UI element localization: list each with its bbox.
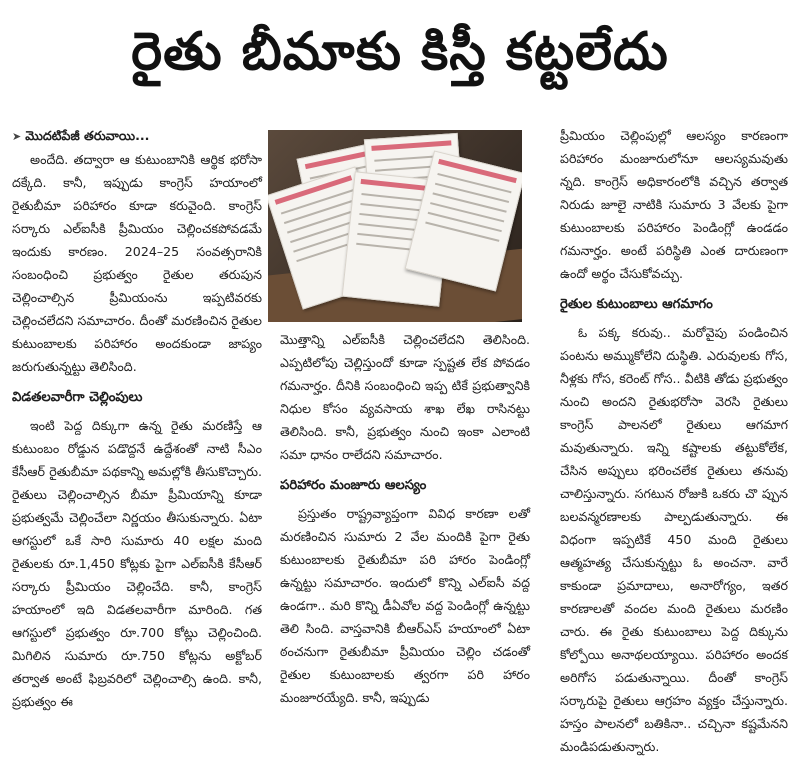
- column-right: [560, 124, 788, 758]
- column-left: [12, 124, 262, 713]
- news-photo: [268, 130, 522, 322]
- paragraph: ఓ పక్క కరువు.. మరోవైపు పండించిన పంటను అమ్ముకోలేని దుస్థితి. ఎరువులకు గోస, నీళ్లకు గోస, కరెంట్ గోస.. వీటికి తోడు ప్రభుత్వం నుంచి అందని రైతుభరోసా వెరసి రైతులు కాంగ్రెస్ పాలనలో రైతులు ఆగమాగ మవుతున్నారు. ఇన్ని కష్టాలకు తట్టుకోలేక, చేసిన అప్పులు భరించలేక రైతులు తనువు చాలిస్తున్నారు. సగటున రోజుకి ఒకరు చొ ప్పున బలవన్మరణాలకు పాల్పడుతున్నారు. ఈ విధంగా ఇప్పటికే 450 మంది రైతులు ఆత్మహత్య చేసుకున్నట్టు ఓ అంచనా. వారే కాకుండా ప్రమాదాలు, అనారోగ్యం, ఇతర కారణాలతో వందల మంది రైతులు మరణిం చారు. ఈ రైతు కుటుంబాలు పెద్ద దిక్కును కోల్పోయి అనాథలయ్యాయి. పరిహారం అందక అరిగోస పడుతున్నాయి. దీంతో కాంగ్రెస్ సర్కారుపై రైతులు ఆగ్రహం వ్యక్తం చేస్తున్నారు. హస్తం పాలనలో బతికినా.. చచ్చినా కష్టమేనని మండిపడుతున్నారు.: [560, 325, 788, 754]
- subheading: పరిహారం మంజూరు ఆలస్యం: [280, 478, 427, 493]
- jump-line-text: మొదటిపేజీ తరువాయి...: [25, 128, 150, 143]
- paragraph: మొత్తాన్ని ఎల్ఐసీకి చెల్లించలేదని తెలిసింది. ఎప్పటిలోపు చెల్లిస్తుందో కూడా స్పష్టత లేక పోవడం గమనార్హం. దీనికి సంబంధించి ఇప్ప టికే ప్రభుత్వానికి నిధుల కోసం వ్యవసాయ శాఖ లేఖ రాసినట్టు తెలిసింది. కానీ, ప్రభుత్వం నుంచి ఇంకా ఎలాంటి సమా ధానం రాలేదని సమాచారం.: [280, 332, 530, 462]
- headline: రైతు బీమాకు కిస్తీ కట్టలేదు: [131, 22, 669, 82]
- paragraph: అందేది. తద్వారా ఆ కుటుంబానికి ఆర్థిక భరోసా దక్కేది. కానీ, ఇప్పుడు కాంగ్రెస్ హయాంలో రైతుబీమా పరిహారం కూడా కరువైంది. కాంగ్రెస్ సర్కారు ఎల్ఐసీకి ప్రీమియం చెల్లించకపోవడమే ఇందుకు కారణం. 2024–25 సంవత్సరానికి సంబంధించి ప్రభుత్వం రైతుల తరుపున చెల్లించాల్సిన ప్రీమియంను ఇప్పటివరకు చెల్లించలేదని సమాచారం. దీంతో మరణించిన రైతుల కుటుంబాలకు పరిహారం అందకుండా జాప్యం జరుగుతున్నట్టు తెలిసింది.: [12, 152, 262, 374]
- subheading: రైతుల కుటుంబాలు ఆగమాగం: [560, 297, 713, 312]
- subheading: విడతలవారీగా చెల్లింపులు: [12, 390, 143, 405]
- jump-line: [12, 124, 262, 148]
- arrow-icon: ➤: [12, 130, 22, 143]
- paragraph: ప్రీమియం చెల్లింపుల్లో ఆలస్యం కారణంగా పరిహారం మంజూరులోనూ ఆలస్యమవుతు న్నది. కాంగ్రెస్ అధికారంలోకి వచ్చిన తర్వాత నిరుడు జూలై నాటికి సుమారు 3 వేలకు పైగా కుటుంబాలకు పరిహారం పెండింగ్లో ఉండడం గమనార్హం. అంటే పరిస్థితి ఎంత దారుణంగా ఉందో అర్థం చేసుకోవచ్చు.: [560, 128, 788, 281]
- column-middle: [280, 328, 530, 709]
- paragraph: ప్రస్తుతం రాష్ట్రవ్యాప్తంగా వివిధ కారణా లతో మరణించిన సుమారు 2 వేల మందికి పైగా రైతు కుటుంబాలకు రైతుబీమా పరి హారం పెండింగ్లో ఉన్నట్టు సమాచారం. ఇందులో కొన్ని ఎల్ఐసీ వద్ద ఉండగా.. మరి కొన్ని డీఏవోల వద్ద పెండింగ్లో ఉన్నట్టు తెలి సింది. వాస్తవానికి బీఆర్ఎస్ హయాంలో ఏటా ఠంచనుగా రైతుబీమా ప్రీమియం చెల్లిం చడంతో రైతుల కుటుంబాలకు త్వరగా పరి హారం మంజూరయ్యేది. కానీ, ఇప్పుడు: [280, 506, 530, 705]
- paragraph: ఇంటి పెద్ద దిక్కుగా ఉన్న రైతు మరణిస్తే ఆ కుటుంబం రోడ్డున పడొద్దనే ఉద్దేశంతో నాటి సీఎం కేసీఆర్ రైతుబీమా పథకాన్ని అమల్లోకి తీసుకొచ్చారు. రైతులు చెల్లించాల్సిన బీమా ప్రీమియాన్ని కూడా ప్రభుత్వమే చెల్లించేలా నిర్ణయం తీసుకున్నారు. ఏటా ఆగస్టులో ఒకే సారి సుమారు 40 లక్షల మంది రైతులకు రూ.1,450 కోట్లకు పైగా ఎల్ఐసీకి కేసీఆర్ సర్కారు ప్రీమియం చెల్లించేది. కానీ, కాంగ్రెస్ హయాంలో ఇది విడతలవారీగా మారింది. గత ఆగస్టులో ప్రభుత్వం రూ.700 కోట్లు చెల్లించింది. మిగిలిన సుమారు రూ.750 కోట్లను అక్టోబర్ తర్వాత అంటే ఫిబ్రవరిలో చెల్లించాల్సి ఉంది. కానీ, ప్రభుత్వం ఈ: [12, 418, 262, 709]
